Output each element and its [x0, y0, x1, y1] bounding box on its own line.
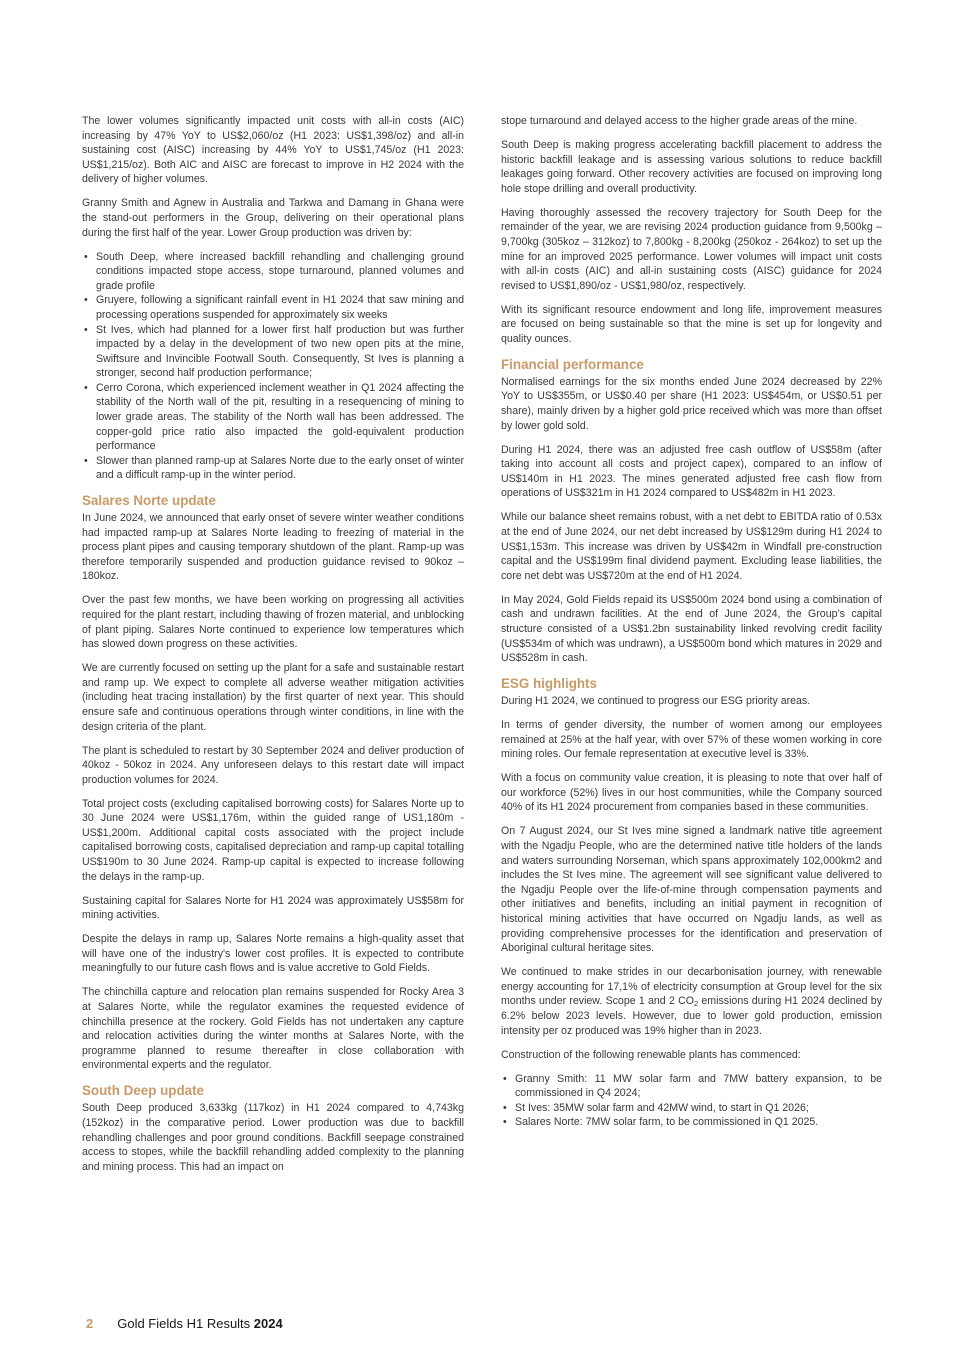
list-item: • Cerro Corona, which experienced inclement weather in Q1 2024 affecting the stability of the North wall of the pit, resulting in a resequencing of mining to lower grade areas. The stability of the North wall has been addressed. The copper-gold price ratio also impacted the gold-equivalent production performance	[82, 381, 464, 454]
co2-subscript: 2	[693, 999, 699, 1009]
decarbonisation-paragraph	[501, 965, 882, 1038]
longevity-paragraph: With its significant resource endowment and long life, improvement measures are focused on being sustainable so that the mine is set up for longevity and quality ounces.	[501, 303, 882, 345]
footer-doc-title: Gold Fields H1 Results	[117, 1316, 254, 1331]
south-deep-heading: South Deep update	[82, 1083, 205, 1099]
aic-aisc-paragraph: The lower volumes significantly impacted unit costs with all-in costs (AIC) increasing by 47% YoY to US$2,060/oz (H1 2023: US$1,398/oz) and all-in sustaining cost (AISC) increasing by 44% YoY to US$1,745/oz (H1 2023: US$1,215/oz). Both AIC and AISC are forecast to improve in H2 2024 with the delivery of higher volumes.	[82, 115, 464, 186]
page-number: 2	[86, 1316, 94, 1331]
financial-performance-heading: Financial performance	[501, 356, 644, 372]
financial-paragraph: While our balance sheet remains robust, with a net debt to EBITDA ratio of 0.53x at the end of June 2024, our net debt increased by US$129m during H1 2024 to US$1,153m. This increase was driven by US$42m in Windfall pre-construction capital and the US$199m final dividend payment. Excluding lease liabilities, the core net debt was US$720m at the end of H1 2024.	[501, 511, 882, 582]
list-item: • Gruyere, following a significant rainfall event in H1 2024 that saw mining and processing operations suspended for approximately six weeks	[82, 293, 464, 322]
right-column	[501, 114, 882, 1139]
salares-paragraph: The chinchilla capture and relocation plan remains suspended for Rocky Area 3 at Salares Norte, while the regulator examines the requested evidence of chinchilla presence at the rockery. Gold Fields has not undertaken any capture and relocation activities during the winter months at Salares Norte, with the programme planned to resume thereafter in close collaboration with environmental experts and the regulator.	[82, 986, 464, 1072]
footer-title	[117, 1316, 282, 1331]
backfill-paragraph: South Deep is making progress accelerating backfill placement to address the historic backfill leakage and is assessing various solutions to reduce backfill leakages going forward. Other recovery activities are focused on improving long hole stope drilling and overall productivity.	[501, 138, 882, 195]
esg-paragraph: In terms of gender diversity, the number of women among our employees remained at 25% at the half year, with over 57% of these women working in core mining roles. Our female representation at executive level is 33%.	[501, 719, 882, 761]
salares-paragraph: Over the past few months, we have been working on progressing all activities required for the plant restart, including thawing of frozen material, and unblocking of plant piping. Salares Norte continued to experience low temperatures which has slowed down progress on these activities.	[82, 594, 464, 651]
salares-paragraph: We are currently focused on setting up the plant for a safe and sustainable restart and ramp up. We expect to complete all adverse weather mitigation activities (including heat tracing installation) by the first quarter of next year. This should ensure safe and continuous operations through winter conditions, in line with the design criteria of the plant.	[82, 662, 464, 733]
salares-paragraph: Total project costs (excluding capitalised borrowing costs) for Salares Norte up to 30 June 2024 were US$1,176m, within the guided range of US1,180m - US$1,200m. Additional capital costs associated with the project include capitalised borrowing costs, capitalised depreciation and ramp-up capital totalling US$190m to 30 June 2024. Ramp-up capital is expected to increase following the delays in the ramp-up.	[82, 797, 464, 883]
south-deep-paragraph: South Deep produced 3,633kg (117koz) in H1 2024 compared to 4,743kg (152koz) in the comparative period. Lower production was due to backfill rehandling challenges and poor ground conditions. Backfill seepage constrained access to stopes, while the backfill rehandling added complexity to the planning and mining process. This had an impact on	[82, 1102, 464, 1173]
list-item: • St Ives, which had planned for a lower first half production but was further impacted by a delay in the development of two new open pits at the mine, Swiftsure and Invincible Footwall South. Consequently, St Ives is planning a stronger, second half production performance;	[82, 323, 464, 381]
list-item: • South Deep, where increased backfill rehandling and challenging ground conditions impacted stope access, stope turnaround, planned volumes and grade profile	[82, 250, 464, 294]
salares-paragraph: The plant is scheduled to restart by 30 September 2024 and deliver production of 40koz - 50koz in 2024. Any unforeseen delays to this restart date will impact production volumes for 2024.	[82, 744, 464, 786]
guidance-paragraph: Having thoroughly assessed the recovery trajectory for South Deep for the remainder of the year, we are revising 2024 production guidance from 9,500kg – 9,700kg (305koz – 312koz) to 7,800kg - 8,200kg (250koz - 264koz) to set up the mine for an improved 2025 performance. Lower volumes will impact unit costs with all-in costs (AIC) and all-in sustaining costs (AISC) guidance for 2024 revised to US$1,890/oz - US$1,980/oz, respectively.	[501, 206, 882, 292]
salares-paragraph: Despite the delays in ramp up, Salares Norte remains a high-quality asset that will have one of the industry's lower cost profiles. It is expected to contribute meaningfully to our future cash flows and is value accretive to Gold Fields.	[82, 933, 464, 975]
list-item: • Granny Smith: 11 MW solar farm and 7MW battery expansion, to be commissioned in Q4 2024;	[501, 1072, 882, 1101]
construction-intro: Construction of the following renewable plants has commenced:	[501, 1048, 801, 1061]
salares-norte-heading: Salares Norte update	[82, 493, 216, 509]
decarb-text-b: emissions during H1 2024 declined by 6.2% below 2023 levels. However, due to lower gold production, emission intensity per oz produced was 19% higher than in 2023.	[501, 995, 882, 1037]
performers-paragraph: Granny Smith and Agnew in Australia and Tarkwa and Damang in Ghana were the stand-out performers in the Group, delivering on their operational plans during the first half of the year. Lower Group production was driven by:	[82, 197, 464, 239]
esg-paragraph: With a focus on community value creation, it is pleasing to note that over half of our workforce (52%) lives in our host communities, while the Company sourced 40% of its H1 2024 procurement from companies based in these communities.	[501, 772, 882, 814]
list-item: • St Ives: 35MW solar farm and 42MW wind, to start in Q1 2026;	[501, 1101, 882, 1116]
production-drivers-list	[82, 250, 464, 484]
financial-paragraph: During H1 2024, there was an adjusted free cash outflow of US$58m (after taking into account all costs and project capex), compared to an inflow of US$140m in H1 2023. The mines generated adjusted free cash flow from operations of US$321m in H1 2024 compared to US$482m in H1 2023.	[501, 443, 882, 500]
list-item: • Salares Norte: 7MW solar farm, to be commissioned in Q1 2025.	[501, 1115, 882, 1130]
financial-paragraph: In May 2024, Gold Fields repaid its US$500m 2024 bond using a combination of cash and undrawn facilities. At the end of June 2024, the Group’s capital structure consisted of a US$1.2bn sustainability linked revolving credit facility (US$534m of which was undrawn), a US$500m bond which matures in 2029 and US$528m in cash.	[501, 593, 882, 665]
salares-paragraph: Sustaining capital for Salares Norte for H1 2024 was approximately US$58m for mining activities.	[82, 894, 464, 922]
list-item: • Slower than planned ramp-up at Salares Norte due to the early onset of winter and a difficult ramp-up in the winter period.	[82, 454, 464, 483]
salares-paragraph: In June 2024, we announced that early onset of severe winter weather conditions had impacted ramp-up at Salares Norte leading to freezing of material in the process plant pipes and causing temporary shutdown of the plant. Ramp-up was therefore temporarily suspended and production guidance revised to 90koz – 180koz.	[82, 512, 464, 583]
financial-paragraph: Normalised earnings for the six months ended June 2024 decreased by 22% YoY to US$355m, or US$0.40 per share (H1 2023: US$454m, or US$0.51 per share), mainly driven by a higher gold price received which was more than offset by lower gold sold.	[501, 375, 882, 432]
footer-year: 2024	[253, 1316, 283, 1331]
esg-paragraph: During H1 2024, we continued to progress our ESG priority areas.	[501, 695, 811, 708]
page-footer	[86, 1316, 283, 1332]
south-deep-continued-paragraph: stope turnaround and delayed access to the higher grade areas of the mine.	[501, 115, 858, 127]
left-column	[82, 114, 464, 1184]
decarb-text-a: We continued to make strides in our decarbonisation journey, with renewable energy accounting for 17,1% of electricity consumption at Group level for the six months under review. Scope 1 and 2 CO	[501, 966, 882, 1008]
renewable-plants-list	[501, 1072, 882, 1130]
esg-highlights-heading: ESG highlights	[501, 676, 597, 692]
esg-paragraph: On 7 August 2024, our St Ives mine signed a landmark native title agreement with the Ngadju People, who are the determined native title holders of the lands and waters surrounding Norseman, which spans approximately 102,000km2 and includes the St Ives mine. The agreement will see significant value delivered to the Ngadju People over the life-of-mine through compensation payments and other initiatives and benefits, including an initial payment in recognition of historical mining activities that have occurred on Ngadju lands, as well as providing comprehensive processes for the identification and preservation of Aboriginal cultural heritage sites.	[501, 825, 882, 955]
